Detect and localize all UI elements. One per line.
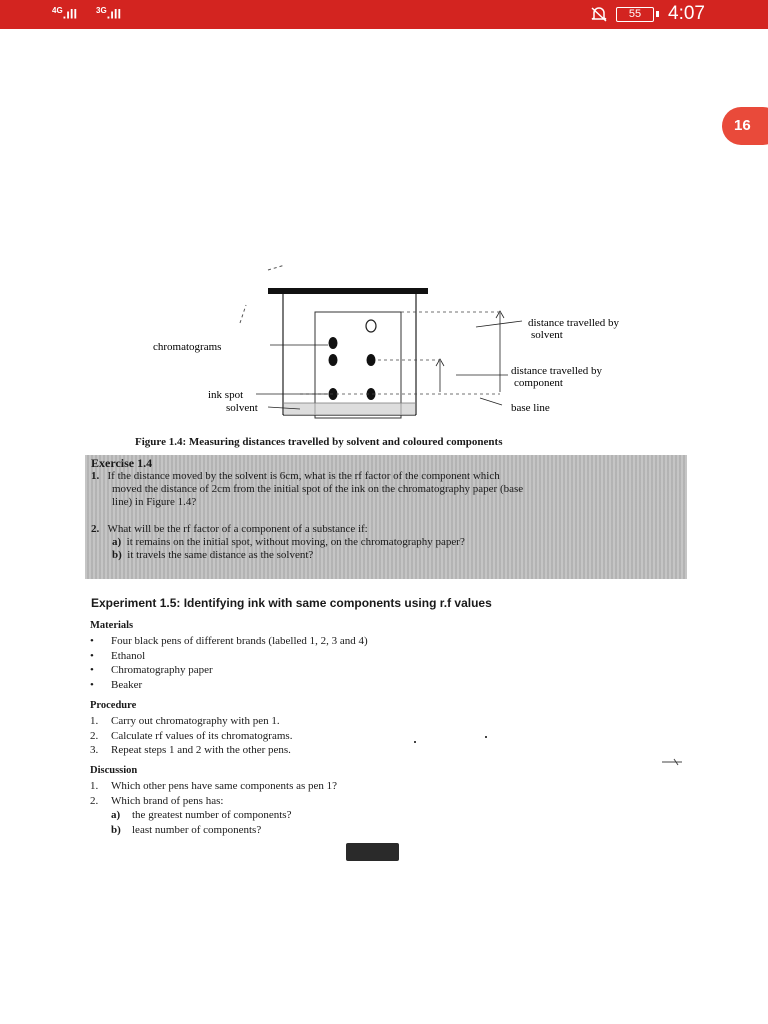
exercise-title: Exercise 1.4 <box>91 456 153 470</box>
figure-caption: Figure 1.4: Measuring distances travelled by solvent and coloured components <box>135 436 503 448</box>
page-number-badge[interactable]: 16 <box>722 107 768 145</box>
exercise-q2-a: a) it remains on the initial spot, without moving, on the chromatography paper? <box>112 536 465 548</box>
list-item: 1. Which other pens have same components as pen 1? <box>90 780 338 792</box>
exercise-q1-line1: 1. If the distance moved by the solvent is 6cm, what is the rf factor of the component which <box>91 470 500 482</box>
bullet-icon: • <box>90 635 94 647</box>
list-item: b) least number of components? <box>111 823 262 836</box>
chromatography-diagram <box>0 255 768 455</box>
label-solvent: solvent <box>226 402 258 414</box>
notifications-muted-icon <box>590 6 608 22</box>
signal-3g-icon: $^{3G}$.ıll <box>96 6 122 22</box>
discussion-list <box>90 779 337 837</box>
exercise-box <box>85 455 687 579</box>
materials-section <box>90 620 368 692</box>
exercise-q1-line3: line) in Figure 1.4? <box>112 496 197 508</box>
scan-speck <box>414 741 416 743</box>
list-item: • Four black pens of different brands (labelled 1, 2, 3 and 4) <box>90 635 368 647</box>
list-item: 3. Repeat steps 1 and 2 with the other pens. <box>90 744 291 756</box>
discussion-section <box>90 765 337 837</box>
redacted-block <box>346 843 399 861</box>
list-item: • Ethanol <box>90 649 146 662</box>
bullet-icon: • <box>90 664 94 676</box>
list-item: 1. Carry out chromatography with pen 1. <box>90 715 280 727</box>
list-item: • Beaker <box>90 678 143 691</box>
label-ink-spot: ink spot <box>208 389 244 401</box>
label-distance-solvent-1: distance travelled by <box>528 317 620 329</box>
label-base-line: base line <box>511 402 550 414</box>
list-item: a) the greatest number of components? <box>111 809 292 821</box>
label-distance-component-2: component <box>514 377 563 389</box>
scan-speck <box>485 736 487 738</box>
bullet-icon: • <box>90 678 94 691</box>
list-item: 2. Which brand of pens has: <box>90 794 224 807</box>
materials-list <box>90 634 368 692</box>
bullet-icon: • <box>90 649 94 662</box>
list-item: • Chromatography paper <box>90 664 213 676</box>
exercise-q1-line2: moved the distance of 2cm from the initial spot of the ink on the chromatography paper (base <box>112 483 524 495</box>
materials-heading: Materials <box>90 620 134 631</box>
discussion-heading: Discussion <box>90 765 138 776</box>
label-chromatograms: chromatograms <box>153 341 222 353</box>
procedure-section <box>90 700 292 758</box>
battery-level: 55 <box>628 8 642 20</box>
exercise-q2: 2. What will be the rf factor of a component of a substance if: <box>91 523 368 535</box>
label-distance-solvent-2: solvent <box>531 329 563 341</box>
procedure-heading: Procedure <box>90 700 137 711</box>
clock: 4:07 <box>668 3 705 24</box>
battery-icon <box>616 7 654 22</box>
scan-mark <box>660 757 684 767</box>
list-item: 2. Calculate rf values of its chromatograms. <box>90 729 293 742</box>
exercise-q2-b: b) it travels the same distance as the solvent? <box>112 549 314 561</box>
label-distance-component-1: distance travelled by <box>511 365 603 377</box>
procedure-list <box>90 714 292 758</box>
experiment-title: Experiment 1.5: Identifying ink with same components using r.f values <box>91 596 492 610</box>
battery-tip <box>656 11 659 17</box>
status-bar <box>0 0 768 29</box>
signal-4g-icon: $^{4G}$.ıll <box>52 6 78 22</box>
